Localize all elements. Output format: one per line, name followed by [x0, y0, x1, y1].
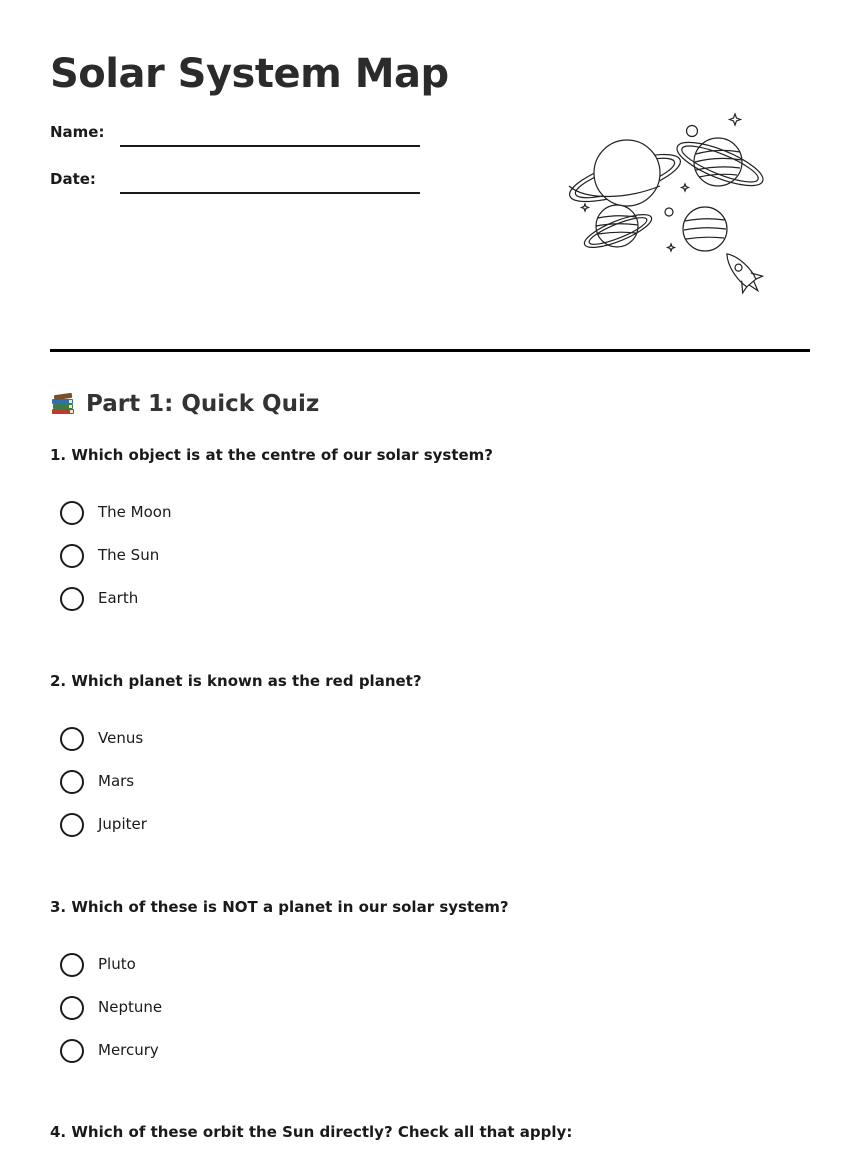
books-icon [50, 391, 76, 417]
question-text: 1. Which object is at the centre of our solar system? [50, 446, 493, 464]
option-mercury[interactable] [60, 1040, 162, 1083]
option-label: Venus [98, 729, 144, 747]
name-input-line[interactable] [120, 145, 420, 147]
option-jupiter[interactable] [60, 814, 147, 857]
date-label: Date: [50, 170, 96, 188]
option-label: Pluto [98, 955, 136, 973]
option-pluto[interactable] [60, 954, 162, 997]
radio-button[interactable] [60, 1039, 84, 1063]
section-divider [50, 349, 810, 352]
option-label: Mars [98, 772, 135, 790]
radio-button[interactable] [60, 770, 84, 794]
radio-button[interactable] [60, 813, 84, 837]
radio-button[interactable] [60, 587, 84, 611]
question-4 [50, 1122, 810, 1142]
page-title: Solar System Map [50, 51, 449, 97]
option-earth[interactable] [60, 588, 171, 631]
options-list [60, 728, 147, 857]
options-list [60, 502, 171, 631]
option-label: Jupiter [98, 815, 147, 833]
question-3 [50, 897, 810, 1059]
option-neptune[interactable] [60, 997, 162, 1040]
name-field[interactable] [50, 122, 430, 152]
date-field[interactable] [50, 169, 430, 199]
radio-button[interactable] [60, 727, 84, 751]
date-input-line[interactable] [120, 192, 420, 194]
option-mars[interactable] [60, 771, 147, 814]
option-venus[interactable] [60, 728, 147, 771]
option-label: Mercury [98, 1041, 159, 1059]
question-2 [50, 671, 810, 833]
question-text: 2. Which planet is known as the red planet? [50, 672, 422, 690]
options-list [60, 954, 162, 1083]
question-text: 4. Which of these orbit the Sun directly? Check all that apply: [50, 1123, 573, 1141]
radio-button[interactable] [60, 996, 84, 1020]
option-label: Neptune [98, 998, 163, 1016]
option-label: Earth [98, 589, 139, 607]
radio-button[interactable] [60, 953, 84, 977]
radio-button[interactable] [60, 501, 84, 525]
option-label: The Moon [98, 503, 172, 521]
radio-button[interactable] [60, 544, 84, 568]
option-the-sun[interactable] [60, 545, 171, 588]
part1-heading-text: Part 1: Quick Quiz [86, 391, 320, 417]
name-label: Name: [50, 123, 105, 141]
solar-system-illustration-icon [565, 108, 765, 303]
part1-heading [50, 388, 319, 420]
question-1 [50, 445, 810, 607]
option-the-moon[interactable] [60, 502, 171, 545]
option-label: The Sun [98, 546, 160, 564]
question-text: 3. Which of these is NOT a planet in our solar system? [50, 898, 509, 916]
